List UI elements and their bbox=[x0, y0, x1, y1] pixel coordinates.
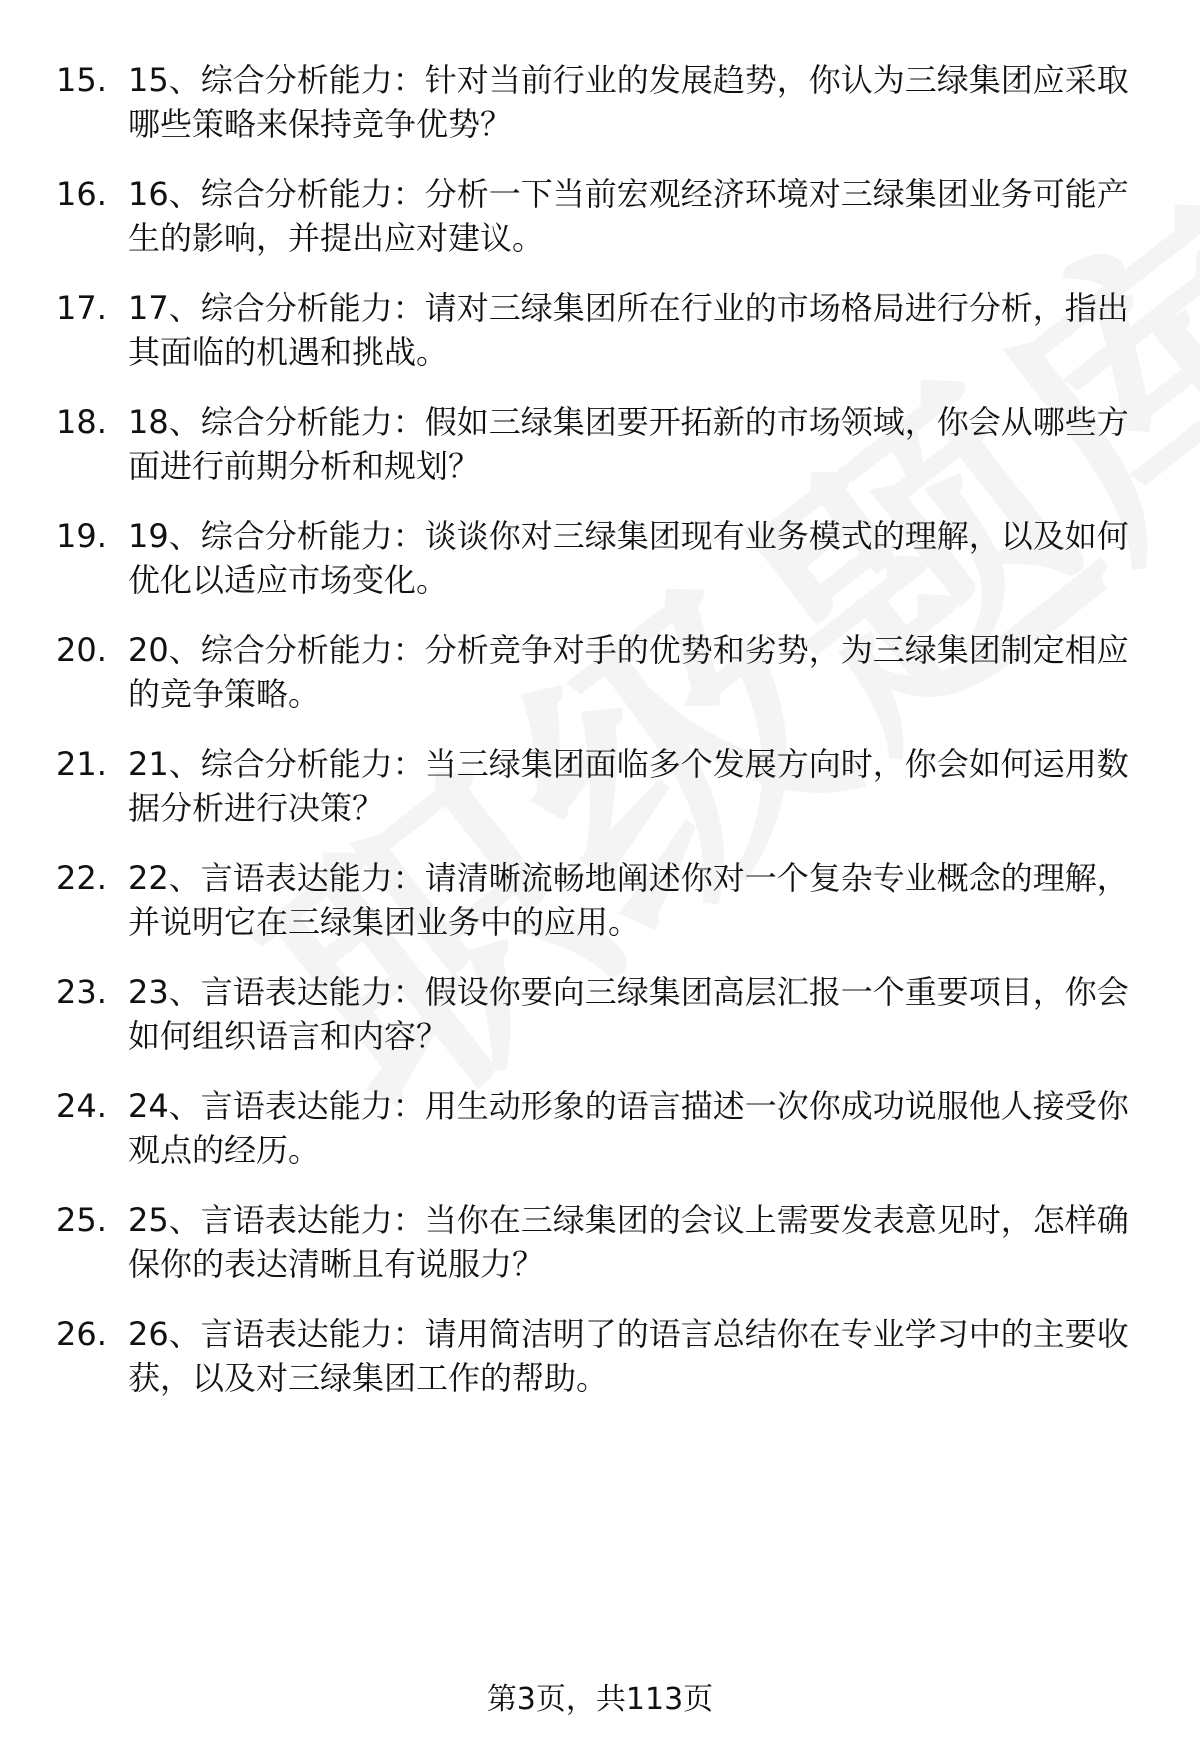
item-number: 18. bbox=[56, 403, 107, 441]
item-text: 25、言语表达能力：当你在三绿集团的会议上需要发表意见时，怎样确保你的表达清晰且有说服力？ bbox=[128, 1201, 1129, 1283]
item-number: 26. bbox=[56, 1315, 107, 1353]
list-item bbox=[56, 286, 1156, 374]
item-number: 19. bbox=[56, 517, 107, 555]
item-number: 22. bbox=[56, 859, 107, 897]
page-number: 第3页，共113页 bbox=[486, 1682, 714, 1717]
item-number: 23. bbox=[56, 973, 107, 1011]
item-text: 16、综合分析能力：分析一下当前宏观经济环境对三绿集团业务可能产生的影响，并提出应对建议。 bbox=[128, 175, 1129, 257]
list-item bbox=[56, 628, 1156, 716]
list-item bbox=[56, 58, 1156, 146]
item-text: 19、综合分析能力：谈谈你对三绿集团现有业务模式的理解，以及如何优化以适应市场变化。 bbox=[128, 517, 1129, 599]
item-text: 21、综合分析能力：当三绿集团面临多个发展方向时，你会如何运用数据分析进行决策？ bbox=[128, 745, 1129, 827]
item-text: 22、言语表达能力：请清晰流畅地阐述你对一个复杂专业概念的理解，并说明它在三绿集团业务中的应用。 bbox=[128, 859, 1129, 941]
item-text: 17、综合分析能力：请对三绿集团所在行业的市场格局进行分析，指出其面临的机遇和挑战。 bbox=[128, 289, 1129, 371]
item-number: 25. bbox=[56, 1201, 107, 1239]
list-item bbox=[56, 514, 1156, 602]
item-number: 17. bbox=[56, 289, 107, 327]
item-text: 18、综合分析能力：假如三绿集团要开拓新的市场领域，你会从哪些方面进行前期分析和规划？ bbox=[128, 403, 1129, 485]
item-text: 15、综合分析能力：针对当前行业的发展趋势，你认为三绿集团应采取哪些策略来保持竞争优势？ bbox=[128, 61, 1129, 143]
list-item bbox=[56, 1198, 1156, 1286]
item-text: 26、言语表达能力：请用简洁明了的语言总结你在专业学习中的主要收获，以及对三绿集团工作的帮助。 bbox=[128, 1315, 1129, 1397]
item-number: 21. bbox=[56, 745, 107, 783]
item-text: 23、言语表达能力：假设你要向三绿集团高层汇报一个重要项目，你会如何组织语言和内容？ bbox=[128, 973, 1129, 1055]
list-item bbox=[56, 1084, 1156, 1172]
list-item bbox=[56, 400, 1156, 488]
item-number: 24. bbox=[56, 1087, 107, 1125]
list-item bbox=[56, 1312, 1156, 1400]
item-number: 20. bbox=[56, 631, 107, 669]
list-item bbox=[56, 742, 1156, 830]
question-list bbox=[56, 58, 1156, 1426]
item-text: 24、言语表达能力：用生动形象的语言描述一次你成功说服他人接受你观点的经历。 bbox=[128, 1087, 1129, 1169]
list-item bbox=[56, 970, 1156, 1058]
item-number: 15. bbox=[56, 61, 107, 99]
item-text: 20、综合分析能力：分析竞争对手的优势和劣势，为三绿集团制定相应的竞争策略。 bbox=[128, 631, 1129, 713]
item-number: 16. bbox=[56, 175, 107, 213]
list-item bbox=[56, 856, 1156, 944]
list-item bbox=[56, 172, 1156, 260]
